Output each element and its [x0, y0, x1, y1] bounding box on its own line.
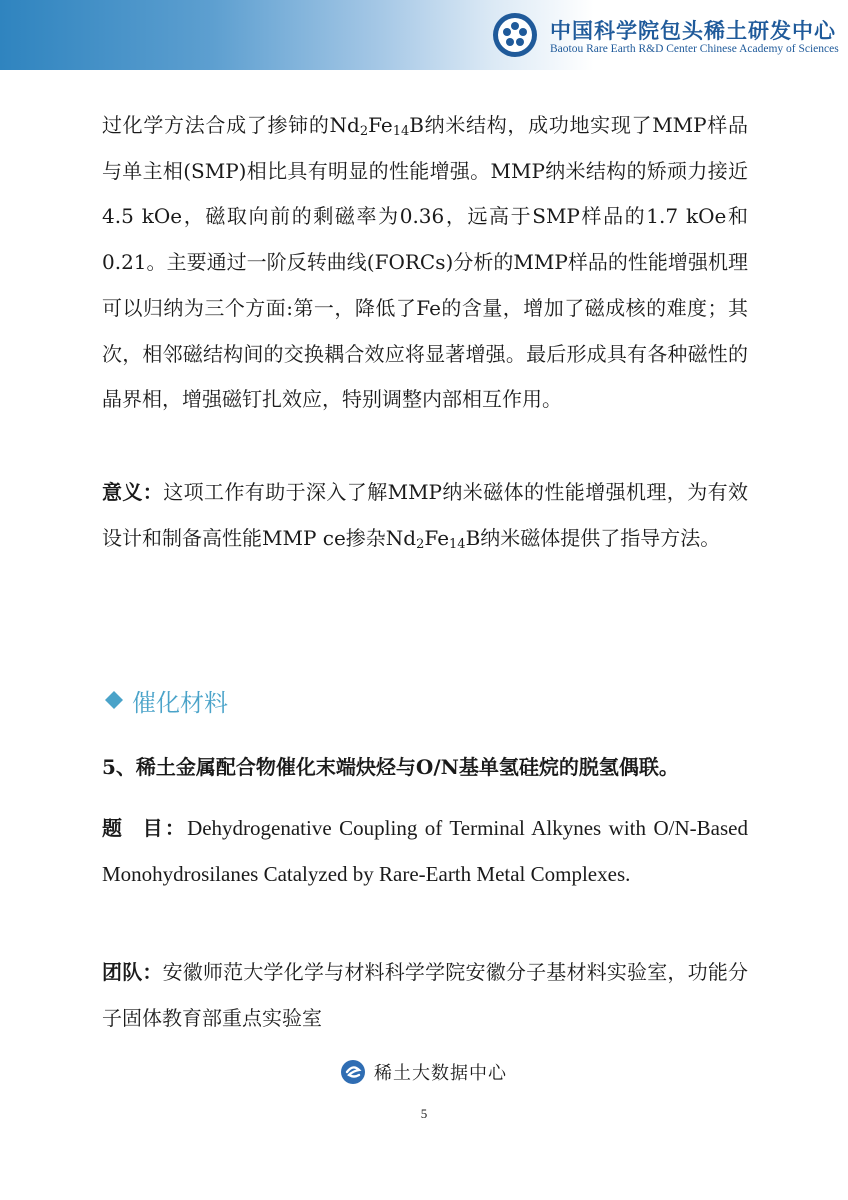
title-text: Dehydrogenative Coupling of Terminal Alkynes with O/N-Based Monohydrosilanes Catalyzed by Rare-Earth Metal Complexes. [102, 816, 748, 886]
title-label: 题 目： [102, 816, 188, 840]
rare-earth-bigdata-logo-icon [340, 1059, 366, 1085]
subscript: 2 [416, 536, 425, 552]
section-heading [104, 680, 228, 720]
team-label: 团队： [102, 960, 163, 984]
text-run: Fe [424, 525, 450, 550]
cas-emblem-icon [492, 12, 538, 58]
section-title: 催化材料 [132, 688, 228, 717]
text-run: 这项工作有助于深入了解MMP纳米磁体的性能增强机理，为有效设计和制备高性能MMP ce掺杂Nd [102, 480, 748, 550]
text-run: Fe [368, 113, 393, 137]
page-header [0, 0, 848, 70]
subscript: 14 [449, 536, 466, 552]
subscript: 2 [359, 124, 369, 139]
significance-label: 意义： [102, 480, 164, 504]
paragraph-team [102, 950, 748, 1041]
footer-brand-text: 稀土大数据中心 [374, 1063, 507, 1084]
org-name-en: Baotou Rare Earth R&D Center Chinese Academy of Sciences [550, 43, 839, 55]
team-text: 安徽师范大学化学与材料科学学院安徽分子基材料实验室，功能分子固体教育部重点实验室 [102, 960, 749, 1030]
paragraph-title [102, 806, 748, 897]
item-title: 5、稀土金属配合物催化末端炔烃与O/N基单氢硅烷的脱氢偶联。 [102, 755, 679, 779]
paragraph-results [102, 103, 748, 423]
diamond-bullet-icon [104, 690, 124, 710]
paragraph-significance [102, 470, 748, 561]
subscript: 14 [392, 124, 410, 139]
text-run: 过化学方法合成了掺铈的Nd [102, 113, 360, 137]
page-number: 5 [420, 1106, 428, 1121]
text-run: B纳米磁体提供了指导方法。 [465, 525, 721, 550]
text-run: B纳米结构，成功地实现了MMP样品与单主相(SMP)相比具有明显的性能增强。MMP纳米结构的矫顽力接近4.5 kOe，磁取向前的剩磁率为0.36，远高于SMP样品的1.7 kOe和0.21。主要通过一阶反转曲线(FORCs)分析的MMP样品的性能增强机理可以归纳为三个方面:第一，降低了Fe的含量，增加了磁成核的难度；其次，相邻磁结构间的交换耦合效应将显著增强。最后形成具有各种磁性的晶界相，增强磁钉扎效应，特别调整内部相互作用。 [102, 113, 748, 412]
org-name-cn: 中国科学院包头稀土研发中心 [550, 18, 836, 43]
footer-brand [340, 1057, 507, 1087]
